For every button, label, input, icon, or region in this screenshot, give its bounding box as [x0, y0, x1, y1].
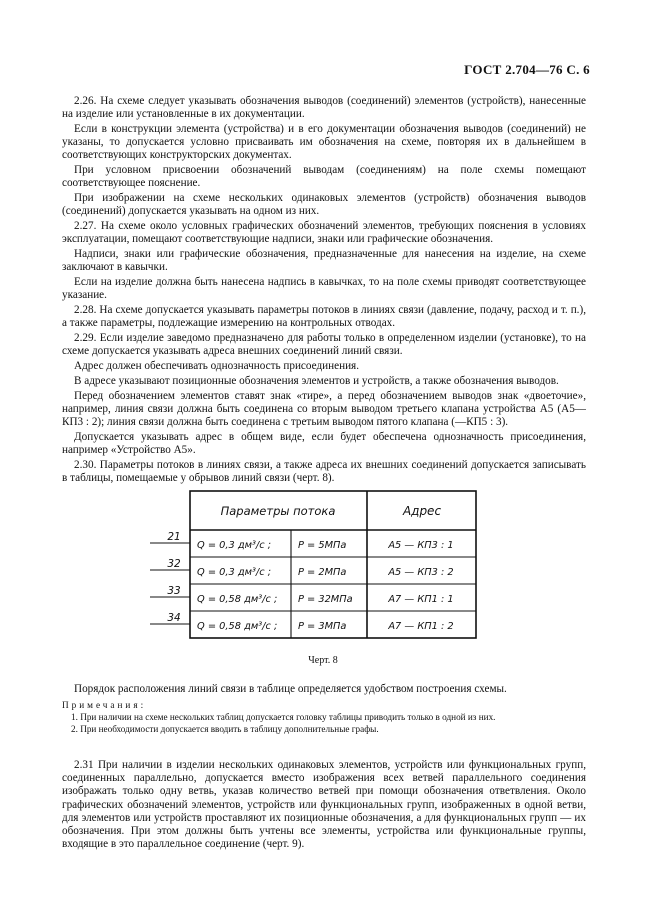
flow-value: Q = 0,3 дм³/с ; — [197, 567, 272, 578]
flow-value: Q = 0,58 дм³/с ; — [197, 621, 278, 632]
line-number: 33 — [167, 585, 181, 597]
address-value: А7 — КП1 : 2 — [388, 621, 454, 632]
paragraph-2-26: 2.26. На схеме следует указывать обозначения выводов (соединений) элементов (устройств), нанесенные на изделие или установленные в их документации. — [62, 95, 586, 121]
paragraph-2-27: 2.27. На схеме около условных графических обозначений элементов, требующих пояснения в условиях эксплуатации, помещают соответствующие надписи, знаки или графические обозначения. — [62, 220, 586, 246]
pressure-value: P = 32МПа — [298, 594, 353, 605]
note-item: 2. При необходимости допускается вводить в таблицу дополнительные графы. — [71, 724, 379, 734]
notes-title: Примечания: — [62, 700, 147, 710]
line-number: 21 — [167, 531, 181, 543]
note-item: 1. При наличии на схеме нескольких таблиц допускается головку таблицы приводить только в одной из них. — [71, 712, 496, 722]
figure-caption: Черт. 8 — [308, 655, 338, 666]
pressure-value: P = 3МПа — [298, 621, 347, 632]
main-text — [62, 95, 586, 487]
address-value: А5 — КП3 : 2 — [388, 567, 454, 578]
paragraph: Если на изделие должна быть нанесена надпись в кавычках, то на поле схемы приводят соответствующее указание. — [62, 276, 586, 302]
paragraph: Надписи, знаки или графические обозначения, предназначенные для нанесения на изделие, на схеме заключают в кавычки. — [62, 248, 586, 274]
paragraph: При условном присвоении обозначений выводам (соединениям) на поле схемы помещают соответствующее пояснение. — [62, 164, 586, 190]
paragraph-2-29: 2.29. Если изделие заведомо предназначено для работы только в определенном изделии (установке), то на схеме допускается указывать адреса внешних соединений линий связи. — [62, 332, 586, 358]
address-value: А5 — КП3 : 1 — [388, 540, 454, 551]
flow-value: Q = 0,58 дм³/с ; — [197, 594, 278, 605]
paragraph: Порядок расположения линий связи в таблице определяется удобством построения схемы. — [74, 683, 507, 695]
figure-8-table — [150, 488, 480, 648]
paragraph: При изображении на схеме нескольких одинаковых элементов (устройств) обозначения выводов (соединений) допускается указывать на одном из них. — [62, 192, 586, 218]
line-number: 32 — [167, 558, 181, 570]
pressure-value: P = 2МПа — [298, 567, 347, 578]
pressure-value: P = 5МПа — [298, 540, 347, 551]
paragraph: В адресе указывают позиционные обозначения элементов и устройств, а также обозначения выводов. — [74, 375, 559, 387]
paragraph: Допускается указывать адрес в общем виде, если будет обеспечена однозначность присоединения, например «Устройство А5». — [62, 431, 586, 457]
paragraph-2-30: 2.30. Параметры потоков в линиях связи, а также адреса их внешних соединений допускается записывать в таблицы, помещаемые у обрывов линий связи (черт. 8). — [62, 459, 586, 485]
paragraph: Перед обозначением элементов ставят знак «тире», а перед обозначением выводов знак «двоеточие», например, линия связи должна быть соединена со вторым выводом третьего клапана устройства А5 (А5—КП3 : 2); линия связи должна быть соединена с третьим выводом пятого клапана (—КП5 : 3). — [62, 389, 586, 429]
page-header: ГОСТ 2.704—76 С. 6 — [464, 62, 590, 77]
paragraph: Если в конструкции элемента (устройства) и в его документации обозначения выводов (соединений) не указаны, то допускается условно присваивать им обозначения на схеме, повторяя их в дальнейшем в соответствующих конструкторских документах. — [62, 123, 586, 162]
address-value: А7 — КП1 : 1 — [388, 594, 454, 605]
flow-value: Q = 0,3 дм³/с ; — [197, 540, 272, 551]
paragraph-2-28: 2.28. На схеме допускается указывать параметры потоков в линиях связи (давление, подачу, расход и т. п.), а также параметры, подлежащие измерению на контрольных отводах. — [62, 304, 586, 330]
after-figure-text — [62, 683, 586, 698]
line-number: 34 — [167, 612, 181, 624]
paragraph: Адрес должен обеспечивать однозначность присоединения. — [74, 360, 359, 373]
final-text — [62, 759, 586, 853]
header-params: Параметры потока — [220, 504, 336, 518]
notes — [62, 700, 586, 736]
header-address: Адрес — [402, 504, 442, 518]
paragraph-2-31: 2.31 При наличии в изделии нескольких одинаковых элементов, устройств или функциональных групп, соединенных параллельно, допускается вместо изображения всех ветвей параллельного соединения изображать только одну ветвь, указав количество ветвей при помощи обозначения ответвления. Около графических обозначений элементов, устройств или функциональных групп, изображенных в одной ветви, для элементов или устройств проставляют их позиционные обозначения, а для функциональных групп — их обозначения. При этом должны быть учтены все элементы, устройства или функциональные группы, входящие в это параллельное соединение (черт. 9). — [62, 759, 586, 851]
